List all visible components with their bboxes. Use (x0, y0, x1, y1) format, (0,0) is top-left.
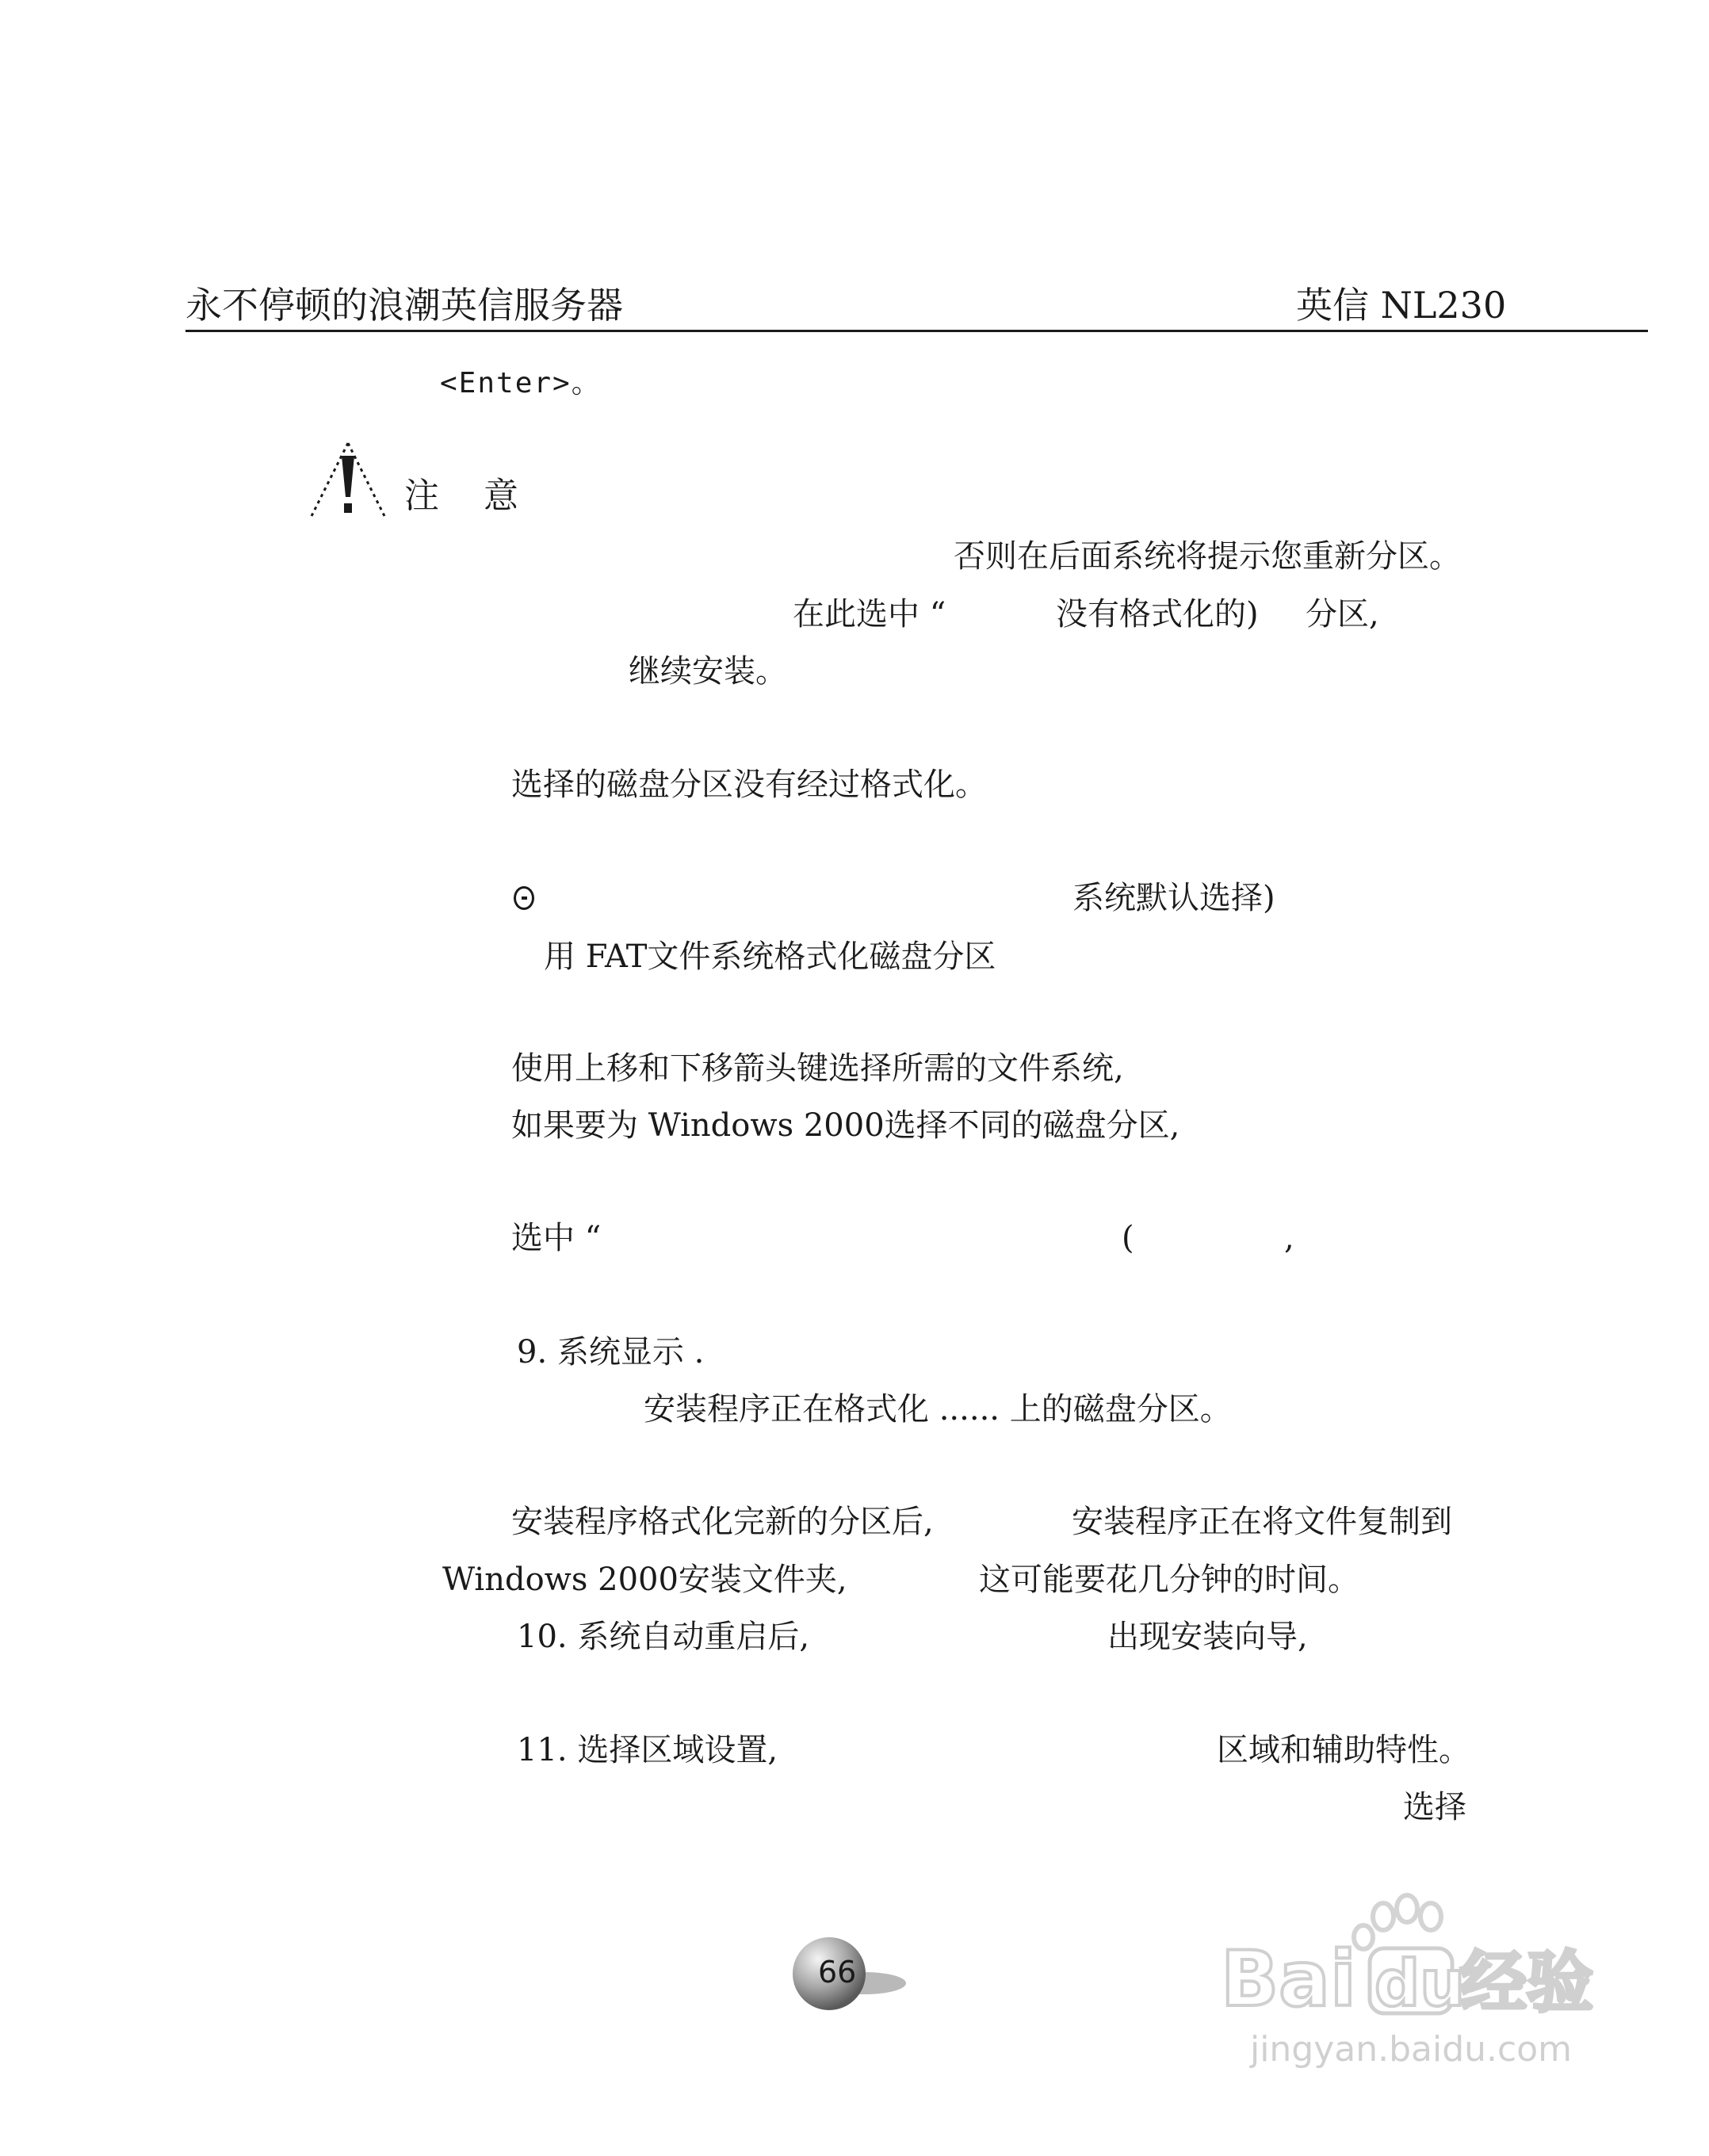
unformatted-text: 选择的磁盘分区没有经过格式化。 (511, 766, 987, 803)
formatting-text: 安装程序正在格式化 ...... 上的磁盘分区。 (644, 1391, 1232, 1428)
after-format-text-b: 安装程序正在将文件复制到 (1072, 1504, 1452, 1540)
note-line-2a: 在此选中 “ (793, 596, 946, 633)
fat-option-text: 用 FAT文件系统格式化磁盘分区 (544, 938, 996, 975)
enter-key-text: <Enter>。 (440, 367, 602, 399)
select-text-b: ( (1122, 1220, 1134, 1256)
page-number: 66 (818, 1955, 857, 1990)
arrow-keys-text: 使用上移和下移箭头键选择所需的文件系统, (511, 1050, 1124, 1087)
baidu-paw-icon (1205, 1886, 1617, 2029)
after-format-text-a: 安装程序格式化完新的分区后, (511, 1504, 934, 1540)
baidu-logo-du: du (1374, 1947, 1466, 2020)
step-9: 9. 系统显示 . (517, 1334, 705, 1370)
header-rule (185, 330, 1648, 332)
copy-text-a: Windows 2000安装文件夹, (442, 1562, 847, 1598)
step-11b: 区域和辅助特性。 (1217, 1732, 1470, 1768)
warning-icon (305, 440, 391, 519)
step-10a: 10. 系统自动重启后, (517, 1619, 810, 1655)
watermark-url: jingyan.baidu.com (1249, 2029, 1573, 2070)
baidu-watermark (1205, 1886, 1617, 2077)
note-line-2c: 分区, (1306, 596, 1379, 633)
note-line-1: 否则在后面系统将提示您重新分区。 (954, 538, 1461, 575)
step-10b: 出现安装向导, (1107, 1619, 1308, 1655)
choose-text: 选择 (1403, 1789, 1466, 1825)
header-model: 英信 NL230 (1296, 284, 1507, 327)
note-line-3: 继续安装。 (629, 653, 787, 690)
header-title: 永不停顿的浪潮英信服务器 (185, 284, 623, 327)
default-option-text: 系统默认选择) (1072, 880, 1275, 916)
select-text-c: , (1284, 1220, 1294, 1256)
select-text-a: 选中 “ (511, 1220, 602, 1256)
step-11a: 11. 选择区域设置, (517, 1732, 778, 1768)
different-partition-text: 如果要为 Windows 2000选择不同的磁盘分区, (511, 1107, 1180, 1144)
baidu-logo-jingyan: 经验 (1460, 1944, 1594, 2021)
note-line-2b: 没有格式化的) (1056, 596, 1259, 633)
copy-text-b: 这可能要花几分钟的时间。 (979, 1562, 1359, 1598)
baidu-logo-bai: Bai (1221, 1935, 1356, 2024)
radio-icon (514, 886, 534, 910)
note-heading: 注 意 (404, 476, 523, 516)
